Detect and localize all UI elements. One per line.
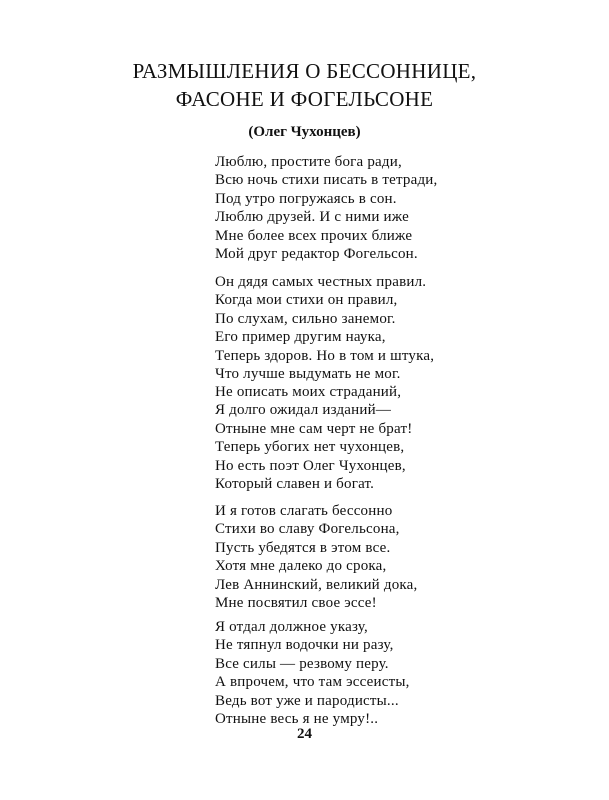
verse-line: Отныне весь я не умру!.. (215, 711, 379, 728)
verse-line: А впрочем, что там эссеисты, (215, 674, 410, 691)
verse-line: Когда мои стихи он правил, (215, 292, 398, 309)
verse-line: Хотя мне далеко до срока, (215, 558, 387, 575)
verse-line: Отныне мне сам черт не брат! (215, 420, 413, 437)
verse-line: Я долго ожидал изданий— (215, 402, 392, 419)
verse-line: Мой друг редактор Фогельсон. (215, 246, 418, 263)
stanza-4 (215, 502, 417, 612)
verse-line: Который славен и богат. (215, 476, 375, 493)
verse-line: Что лучше выдумать не мог. (215, 366, 401, 383)
verse-line: Теперь здоров. Но в том и штука, (215, 347, 435, 364)
verse-line: Под утро погружаясь в сон. (215, 190, 397, 207)
verse-line: Стихи во славу Фогельсона, (215, 521, 400, 538)
verse-line: Люблю, простите бога ради, (215, 154, 402, 170)
stanza-1 (215, 153, 437, 263)
verse-line: Он дядя самых честных правил. (215, 274, 427, 290)
verse-line: Не описать моих страданий, (215, 384, 402, 400)
verse-line: Ведь вот уже и пародисты... (215, 692, 399, 709)
verse-line: Мне более всех прочих ближе (215, 227, 413, 244)
poem-title-line-1: РАЗМЫШЛЕНИЯ О БЕССОННИЦЕ, (132, 59, 477, 83)
verse-line: Все силы — резвому перу. (215, 655, 389, 672)
verse-line: Пусть убедятся в этом все. (215, 539, 391, 556)
verse-line: Всю ночь стихи писать в тетради, (215, 172, 438, 189)
stanza-3 (215, 383, 412, 493)
stanza-2 (215, 273, 434, 383)
verse-line: Его пример другим наука, (215, 329, 386, 346)
verse-line: Я отдал должное указу, (215, 619, 368, 635)
verse-line: И я готов слагать бессонно (215, 503, 393, 519)
page-number: 24 (297, 726, 312, 742)
stanza-5 (215, 618, 410, 728)
poem-title-line-2: ФАСОНЕ И ФОГЕЛЬСОНЕ (175, 87, 434, 111)
poem-author: (Олег Чухонцев) (248, 124, 361, 140)
verse-line: Не тяпнул водочки ни разу, (215, 637, 394, 654)
verse-line: Теперь убогих нет чухонцев, (215, 439, 405, 456)
verse-line: Мне посвятил свое эссе! (215, 595, 377, 612)
verse-line: По слухам, сильно занемог. (215, 310, 396, 327)
verse-line: Лев Аннинский, великий дока, (215, 576, 418, 593)
verse-line: Но есть поэт Олег Чухонцев, (215, 457, 406, 474)
verse-line: Люблю друзей. И с ними иже (215, 209, 409, 226)
